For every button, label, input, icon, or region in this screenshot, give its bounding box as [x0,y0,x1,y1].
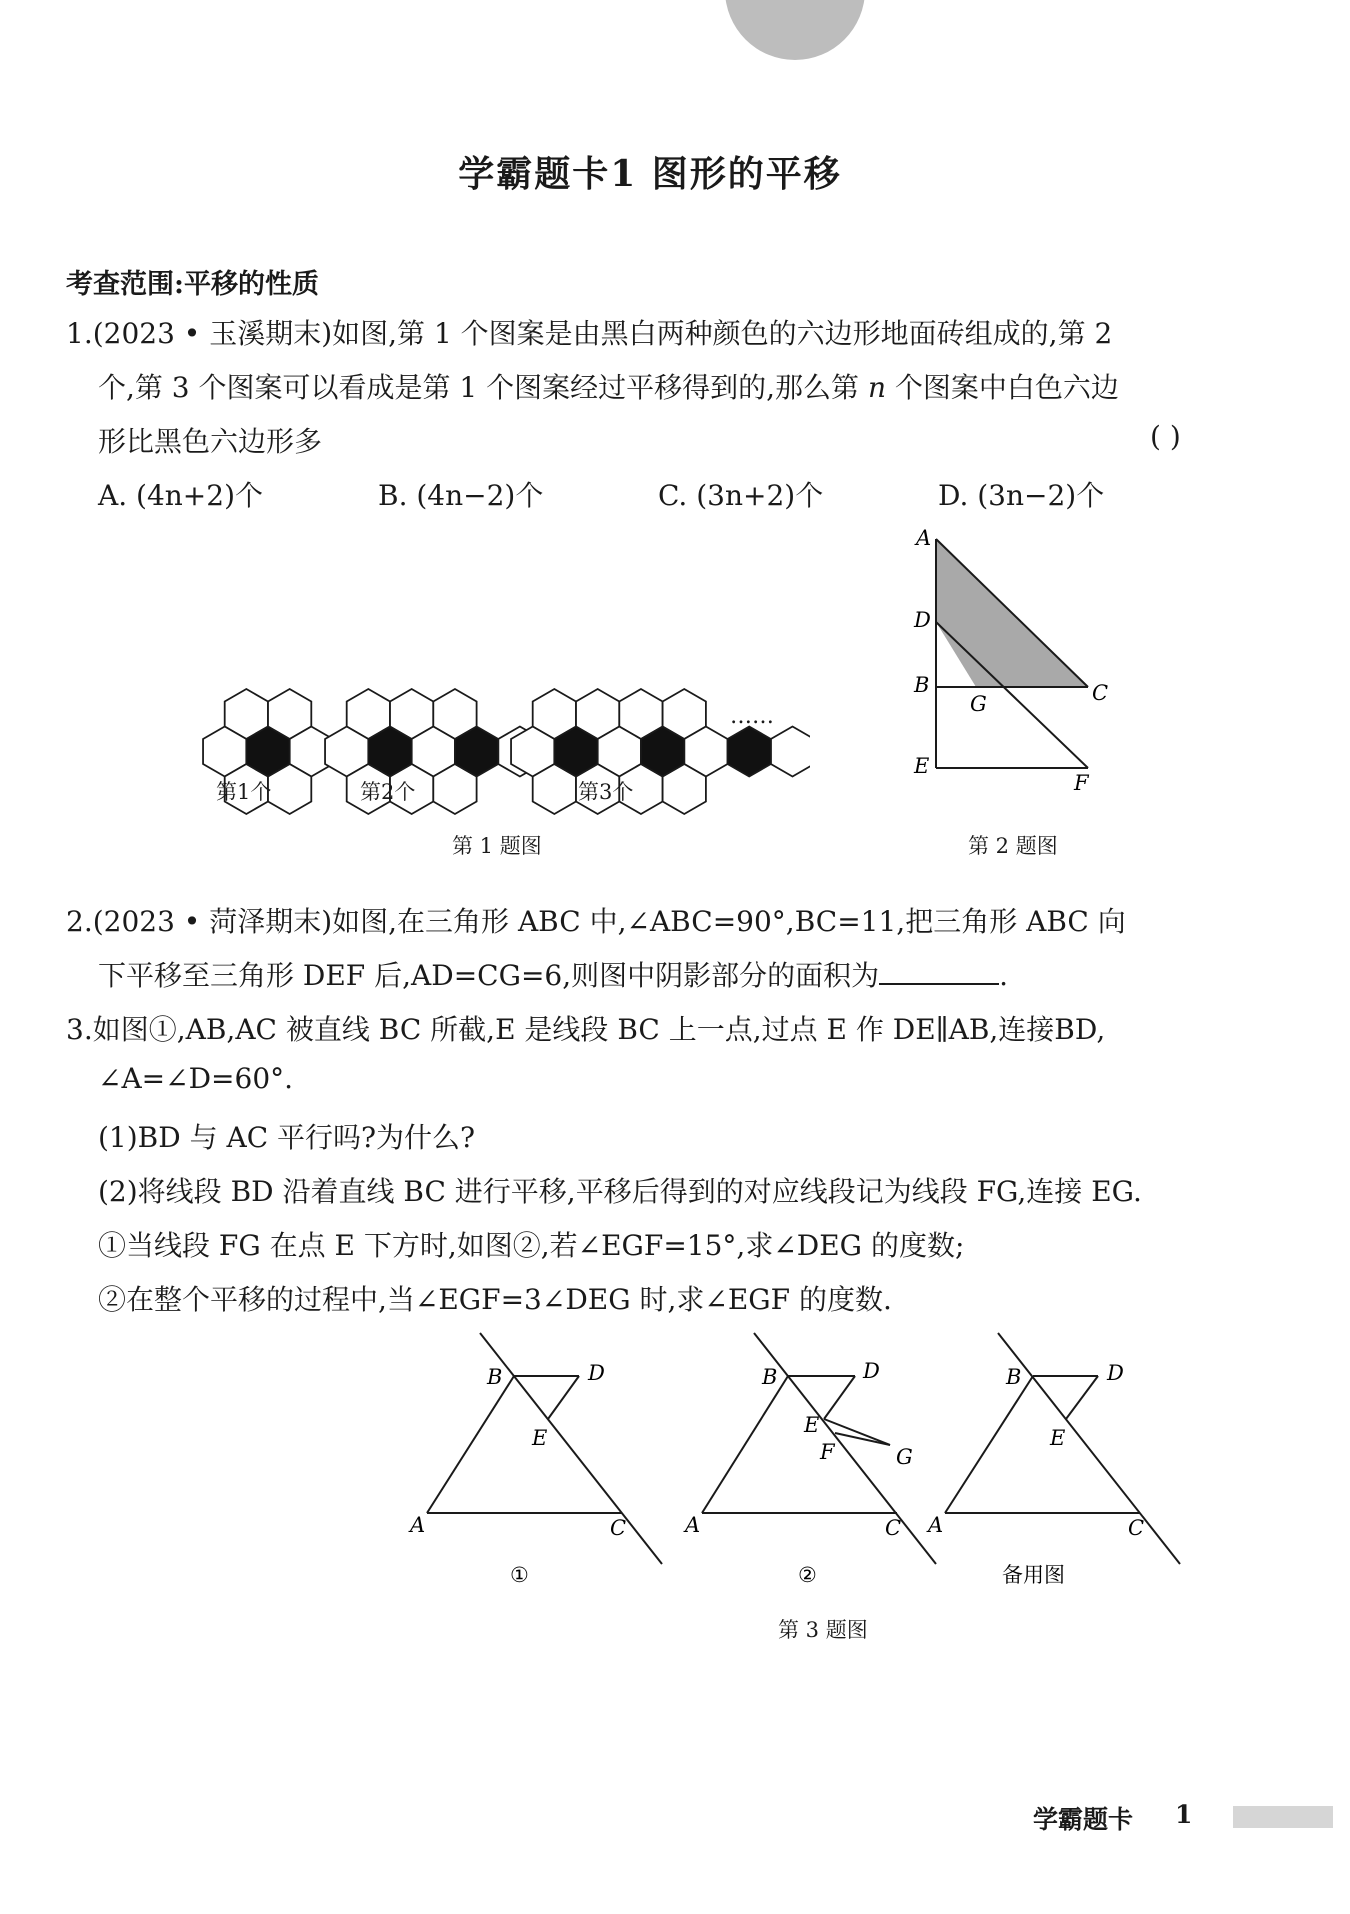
q2-figure-caption: 第 2 题图 [968,834,1058,858]
point-C: C [1092,681,1109,705]
q1-number: 1. [66,317,93,350]
point-D: D [914,608,931,632]
fig3-label: 备用图 [1002,1563,1065,1587]
q1-text-2b: 个图案中白色六边 [885,371,1119,404]
q3-line1 [66,1008,1105,1048]
point-F: F [1074,771,1089,795]
q2-triangle-figure [900,520,1140,800]
fig1-point-A: A [410,1513,426,1537]
fig1-point-B: B [487,1365,503,1389]
fig1-point-D: D [588,1361,605,1385]
fig2-point-A: A [685,1513,701,1537]
q3-sub2a: ①当线段 FG 在点 E 下方时,如图②,若∠EGF=15°,求∠DEG 的度数; [98,1229,965,1262]
q1-option-b: B. (4n−2)个 [378,479,544,512]
q3-figure-1 [408,1333,662,1587]
q3-number: 3. [66,1013,93,1046]
page-title: 学霸题卡1 图形的平移 [458,153,842,195]
q2-source: (2023 • 菏泽期末) [92,905,333,938]
q3-sub2: (2)将线段 BD 沿着直线 BC 进行平移,平移后得到的对应线段记为线段 FG,连接 EG. [98,1175,1142,1208]
q1-line3: 形比黑色六边形多 [98,425,323,458]
q1-option-c: C. (3n+2)个 [658,479,824,512]
q2-text-2: 下平移至三角形 DEF 后,AD=CG=6,则图中阴影部分的面积为 [98,959,880,992]
q1-ellipsis: …… [730,704,774,729]
page-tab-decoration [725,0,865,60]
q2-text-1: 如图,在三角形 ABC 中,∠ABC=90°,BC=11,把三角形 ABC 向 [332,905,1126,938]
q1-answer-paren: ( ) [1150,420,1181,453]
q1-figure-caption: 第 1 题图 [452,834,542,858]
q2-line2 [98,954,1008,994]
hex-pattern-2 [325,689,542,814]
q1-option-a: A. (4n+2)个 [98,479,263,512]
fig2-label: ② [798,1563,817,1587]
fig3-point-C: C [1128,1516,1145,1540]
q1-text-2a: 个,第 3 个图案可以看成是第 1 个图案经过平移得到的,那么第 [98,371,868,404]
footer-bar [1233,1806,1333,1828]
q1-line1 [66,312,1112,352]
q1-pattern-label-2: 第2个 [360,780,416,804]
fig3-point-E: E [1050,1426,1066,1450]
fig2-point-C: C [885,1516,902,1540]
q3-figure [400,1320,1260,1620]
fig1-point-E: E [532,1426,548,1450]
q3-figure-caption: 第 3 题图 [778,1618,868,1642]
q1-pattern-label-3: 第3个 [578,780,634,804]
q3-figure-2 [683,1333,936,1587]
q3-figure-3 [926,1333,1180,1587]
fig2-point-F: F [820,1440,835,1464]
q1-var-n: n [867,371,886,404]
fig2-point-E: E [804,1413,820,1437]
q3-line2: ∠A=∠D=60°. [98,1062,294,1095]
q2-line1 [66,900,1126,940]
q2-text-end: . [999,959,1009,992]
point-A: A [916,526,932,550]
q3-sub1: (1)BD 与 AC 平行吗?为什么? [98,1121,476,1154]
fig3-point-D: D [1107,1361,1124,1385]
fig2-point-B: B [762,1365,778,1389]
fig3-point-B: B [1006,1365,1022,1389]
fig1-label: ① [510,1563,529,1587]
q2-number: 2. [66,905,93,938]
page-number: 1 [1175,1800,1193,1829]
point-E: E [914,754,930,778]
fig1-point-C: C [610,1516,627,1540]
point-G: G [970,692,987,716]
q1-text-1: 如图,第 1 个图案是由黑白两种颜色的六边形地面砖组成的,第 2 [332,317,1113,350]
q3-text-1: 如图①,AB,AC 被直线 BC 所截,E 是线段 BC 上一点,过点 E 作 DE∥AB,连接BD, [92,1013,1106,1046]
footer-label: 学霸题卡 [1033,1805,1134,1834]
q1-source: (2023 • 玉溪期末) [92,317,333,350]
fig3-point-A: A [928,1513,944,1537]
q3-sub2b: ②在整个平移的过程中,当∠EGF=3∠DEG 时,求∠EGF 的度数. [98,1283,892,1316]
fig2-point-G: G [896,1445,913,1469]
q1-option-d: D. (3n−2)个 [938,479,1105,512]
fig2-point-D: D [863,1359,880,1383]
q2-answer-blank[interactable] [879,961,999,985]
q1-pattern-label-1: 第1个 [216,780,272,804]
point-B: B [914,673,930,697]
q1-line2 [98,366,1119,406]
section-heading: 考查范围:平移的性质 [66,269,319,300]
